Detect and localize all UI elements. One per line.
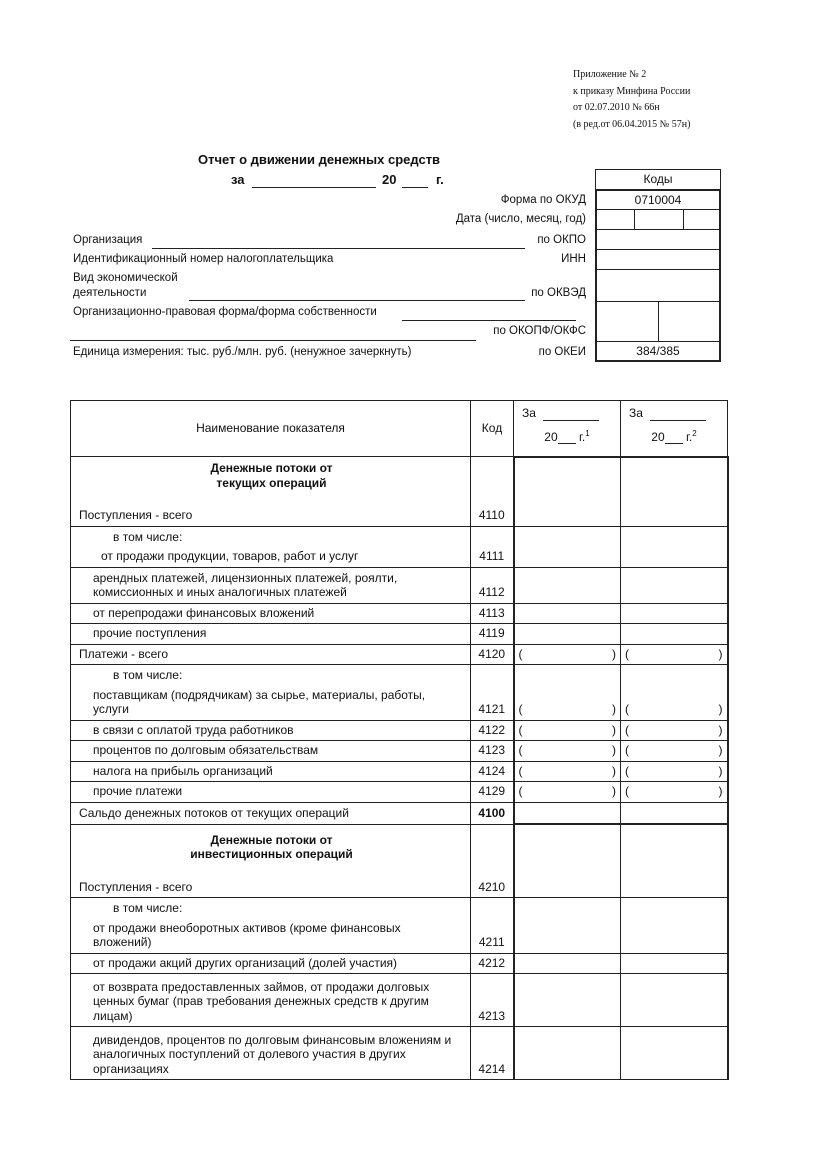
period-prefix: за (231, 172, 245, 187)
date-label: Дата (число, месяц, год) (455, 213, 586, 225)
close-paren: ) (612, 743, 616, 757)
open-paren: ( (518, 763, 523, 778)
table-row (71, 644, 728, 665)
open-paren: ( (625, 743, 629, 757)
table-row (71, 720, 728, 741)
value-cell-current[interactable] (514, 624, 621, 645)
okei-code-cell[interactable]: 384/385 (595, 341, 721, 362)
row-code: 4123 (471, 741, 514, 762)
legal-form-input-line-2[interactable] (70, 340, 476, 341)
open-paren: ( (625, 763, 629, 778)
open-paren: ( (625, 646, 629, 661)
row-name: поставщикам (подрядчикам) за сырье, материалы, работы, услуги (93, 687, 426, 716)
row-code: 4212 (471, 953, 514, 974)
year-blank[interactable] (558, 443, 576, 444)
year-prefix: 20 (544, 429, 558, 444)
header-name: Наименование показателя (71, 401, 471, 457)
row-code: 4119 (471, 624, 514, 645)
open-paren: ( (518, 702, 523, 716)
value-cell-current[interactable] (514, 824, 621, 898)
row-name: Поступления - всего (79, 508, 193, 522)
period-label: За (522, 406, 536, 420)
legal-form-label: Организационно-правовая форма/форма собственности (73, 306, 377, 318)
value-cell-previous[interactable] (621, 802, 728, 824)
table-row (71, 624, 728, 645)
year-blank[interactable] (665, 443, 683, 444)
value-cell-current[interactable] (514, 953, 621, 974)
period-blank[interactable] (252, 187, 376, 188)
table-row (71, 526, 728, 567)
okud-label: Форма по ОКУД (500, 194, 586, 206)
section-title-line: Денежные потоки от (210, 832, 333, 847)
table-row (71, 457, 728, 527)
row-name: налога на прибыль организаций (71, 761, 471, 782)
close-paren: ) (612, 784, 616, 798)
section-cell (71, 824, 471, 898)
value-cell-current[interactable] (514, 898, 621, 954)
close-paren: ) (718, 784, 723, 798)
table-row (71, 824, 728, 898)
inn-code-cell[interactable] (595, 249, 721, 270)
row-name: в том числе: (113, 901, 183, 915)
appendix-note (573, 67, 690, 133)
value-cell-current[interactable] (514, 567, 621, 603)
value-cell-current[interactable] (514, 526, 621, 567)
row-name: в том числе: (113, 529, 183, 544)
okfs-code-cell[interactable] (658, 301, 721, 342)
value-cell-current[interactable] (514, 644, 621, 665)
row-name: от продажи внеоборотных активов (кроме финансовых вложений) (93, 920, 401, 949)
year-suffix: г. (686, 429, 693, 444)
value-cell-current[interactable] (514, 603, 621, 624)
date-day-cell[interactable] (595, 209, 635, 230)
row-name: процентов по долговым обязательствам (71, 741, 471, 762)
table-row (71, 741, 728, 762)
date-month-cell[interactable] (634, 209, 684, 230)
okved-code-cell[interactable] (595, 269, 721, 302)
table-row (71, 782, 728, 803)
row-code: 4120 (471, 644, 514, 665)
open-paren: ( (625, 722, 629, 737)
row-name: от продажи продукции, товаров, работ и услуг (101, 549, 359, 563)
unit-label: Единица измерения: тыс. руб./млн. руб. (ненужное зачеркнуть) (73, 346, 412, 358)
row-name: от продажи акций других организаций (долей участия) (71, 953, 471, 974)
value-cell-previous[interactable] (621, 665, 728, 721)
inn-label: ИНН (561, 253, 586, 265)
open-paren: ( (625, 702, 629, 716)
row-code: 4110 (471, 457, 514, 527)
value-cell-previous[interactable] (621, 526, 728, 567)
row-code: 4113 (471, 603, 514, 624)
okpo-code-cell[interactable] (595, 229, 721, 250)
row-name-cell (71, 526, 471, 567)
okud-code-cell[interactable]: 0710004 (595, 189, 721, 210)
date-year-cell[interactable] (683, 209, 721, 230)
value-cell-previous[interactable] (621, 953, 728, 974)
row-code: 4213 (471, 974, 514, 1027)
row-name: в связи с оплатой труда работников (71, 720, 471, 741)
open-paren: ( (518, 722, 523, 737)
close-paren: ) (718, 722, 723, 737)
value-cell-previous[interactable] (621, 741, 728, 762)
okopf-code-cell[interactable] (595, 301, 659, 342)
value-cell-current[interactable] (514, 720, 621, 741)
org-input-line[interactable] (152, 248, 525, 249)
value-cell-current[interactable] (514, 782, 621, 803)
value-cell-current[interactable] (514, 665, 621, 721)
period-suffix: г. (436, 172, 444, 187)
value-cell-previous[interactable] (621, 457, 728, 527)
close-paren: ) (612, 763, 616, 778)
row-name: в том числе: (113, 668, 183, 682)
table-row (71, 1027, 728, 1080)
table-row (71, 802, 728, 824)
period-blank[interactable] (650, 420, 706, 421)
value-cell-previous[interactable] (621, 782, 728, 803)
close-paren: ) (612, 722, 616, 737)
period-label: За (629, 406, 643, 420)
section-title-line: Денежные потоки от (210, 461, 333, 475)
row-code: 4129 (471, 782, 514, 803)
row-name: арендных платежей, лицензионных платежей, роялти, комиссионных и иных аналогичных платежей (71, 567, 471, 603)
value-cell-current[interactable] (514, 802, 621, 824)
codes-header: Коды (595, 169, 721, 190)
close-paren: ) (718, 702, 723, 716)
footnote-mark: 1 (585, 428, 590, 438)
value-cell-previous[interactable] (621, 567, 728, 603)
open-paren: ( (518, 646, 523, 661)
value-cell-previous[interactable] (621, 720, 728, 741)
row-name: Сальдо денежных потоков от текущих операций (71, 802, 471, 824)
page-title: Отчет о движении денежных средств (198, 152, 441, 167)
footnote-mark: 2 (692, 428, 697, 438)
close-paren: ) (612, 646, 616, 661)
year-prefix: 20 (651, 429, 665, 444)
table-row (71, 567, 728, 603)
row-code: 4124 (471, 761, 514, 782)
value-cell-previous[interactable] (621, 974, 728, 1027)
open-paren: ( (518, 784, 523, 798)
year-suffix: г. (579, 429, 586, 444)
close-paren: ) (718, 763, 723, 778)
value-cell-current[interactable] (514, 741, 621, 762)
table-row (71, 665, 728, 721)
close-paren: ) (718, 743, 723, 757)
org-label: Организация (73, 234, 143, 246)
appendix-line: Приложение № 2 (573, 69, 647, 80)
row-name: от перепродажи финансовых вложений (71, 603, 471, 624)
section-title-line: инвестиционных операций (190, 847, 353, 861)
legal-form-input-line[interactable] (402, 320, 576, 321)
row-code: 4210 (471, 824, 514, 898)
value-cell-previous[interactable] (621, 644, 728, 665)
value-cell-previous[interactable] (621, 1027, 728, 1080)
table-row (71, 603, 728, 624)
okopf-label: по ОКОПФ/ОКФС (493, 325, 586, 337)
appendix-line: от 02.07.2010 № 66н (573, 102, 660, 113)
value-cell-previous[interactable] (621, 603, 728, 624)
okpo-label: по ОКПО (537, 234, 586, 246)
inn-description: Идентификационный номер налогоплательщика (73, 253, 334, 265)
appendix-line: (в ред.от 06.04.2015 № 57н) (573, 118, 691, 130)
section-cell (71, 457, 471, 527)
table-row (71, 953, 728, 974)
value-cell-current[interactable] (514, 1027, 621, 1080)
open-paren: ( (625, 784, 629, 798)
header-period-1 (514, 401, 621, 457)
value-cell-previous[interactable] (621, 898, 728, 954)
activity-label-line2: деятельности (73, 287, 147, 299)
value-cell-current[interactable] (514, 457, 621, 527)
value-cell-current[interactable] (514, 974, 621, 1027)
period-year-blank[interactable] (402, 187, 428, 188)
row-code: 4121 (471, 665, 514, 721)
row-name: от возврата предоставленных займов, от продажи долговых ценных бумаг (прав требования денежных средств к другим лицам) (71, 974, 471, 1027)
close-paren: ) (612, 702, 616, 716)
header-code: Код (471, 401, 514, 457)
row-code: 4214 (471, 1027, 514, 1080)
cash-flow-table (70, 400, 729, 1080)
period-blank[interactable] (543, 420, 599, 421)
activity-input-line[interactable] (189, 300, 525, 301)
row-name: дивидендов, процентов по долговым финансовым вложениям и аналогичных поступлений от долевого участия в других организациях (71, 1027, 471, 1080)
table-header-row (71, 401, 728, 457)
open-paren: ( (518, 743, 523, 757)
row-code: 4211 (471, 898, 514, 954)
value-cell-current[interactable] (514, 761, 621, 782)
table-row (71, 974, 728, 1027)
okved-label: по ОКВЭД (531, 287, 586, 299)
section-title-line: текущих операций (216, 475, 327, 490)
row-code: 4122 (471, 720, 514, 741)
row-name-cell (71, 898, 471, 954)
okei-label: по ОКЕИ (538, 346, 586, 358)
period-year-prefix: 20 (382, 172, 397, 187)
activity-label-line1: Вид экономической (73, 272, 178, 284)
row-code: 4111 (471, 526, 514, 567)
row-code: 4112 (471, 567, 514, 603)
table-row (71, 761, 728, 782)
header-period-2 (621, 401, 728, 457)
row-name: Платежи - всего (71, 644, 471, 665)
row-name: прочие поступления (71, 624, 471, 645)
row-name-cell (71, 665, 471, 721)
row-name: прочие платежи (71, 782, 471, 803)
row-name: Поступления - всего (79, 879, 193, 894)
row-code: 4100 (471, 802, 514, 824)
value-cell-previous[interactable] (621, 624, 728, 645)
close-paren: ) (718, 646, 723, 661)
value-cell-previous[interactable] (621, 824, 728, 898)
table-row (71, 898, 728, 954)
appendix-line: к приказу Минфина России (573, 85, 691, 97)
value-cell-previous[interactable] (621, 761, 728, 782)
